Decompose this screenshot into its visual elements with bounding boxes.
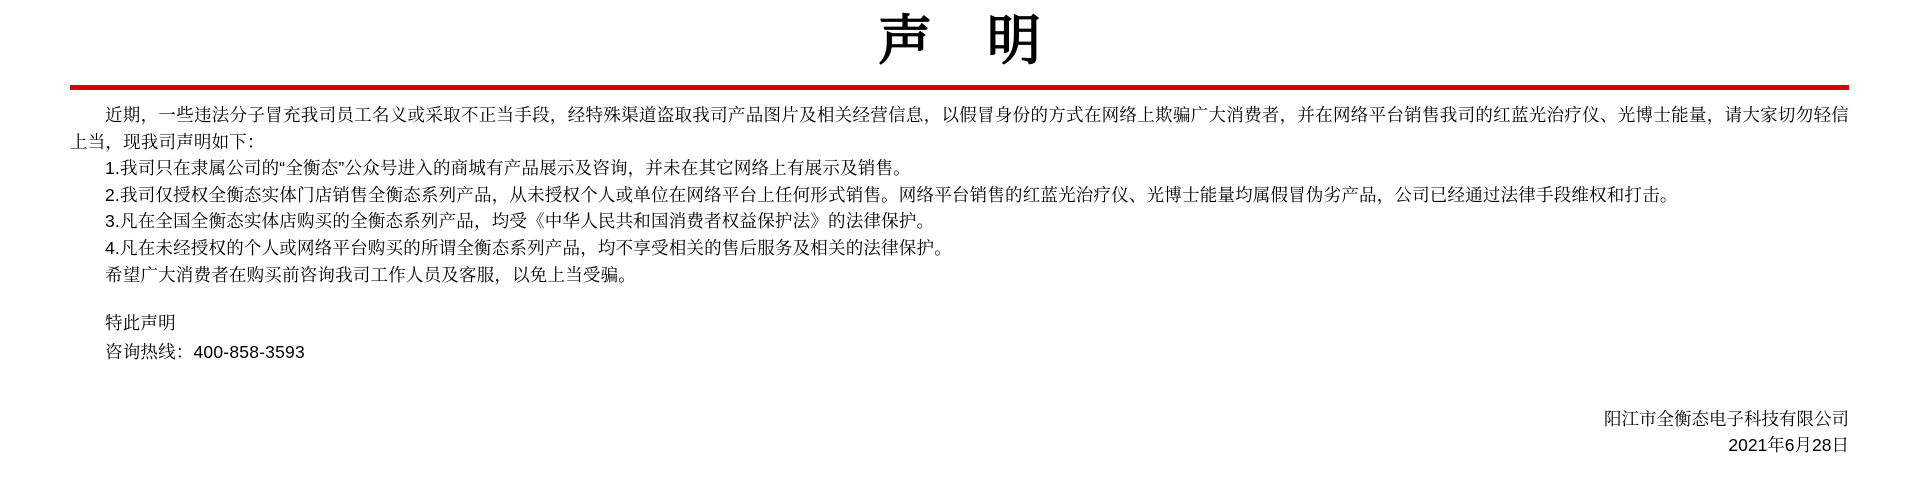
company-name: 阳江市全衡态电子科技有限公司 — [1604, 408, 1849, 429]
page-title: 声 明 — [878, 9, 1059, 72]
intro-paragraph: 近期，一些违法分子冒充我司员工名义或采取不正当手段，经特殊渠道盗取我司产品图片及相关经营信息，以假冒身份的方式在网络上欺骗广大消费者，并在网络平台销售我司的红蓝光治疗仪、光博士能量，请大家切勿轻信上当，现我司声明如下： — [70, 105, 1849, 152]
list-item: 2.我司仅授权全衡态实体门店销售全衡态系列产品，从未授权个人或单位在网络平台上任何形式销售。网络平台销售的红蓝光治疗仪、光博士能量均属假冒伪劣产品，公司已经通过法律手段维权和打击。 — [105, 184, 1678, 205]
title-divider — [70, 85, 1849, 90]
hotline-text: 咨询热线：400-858-3593 — [105, 341, 305, 362]
closing-block — [70, 309, 1849, 366]
list-item: 1.我司只在隶属公司的“全衡态”公众号进入的商城有产品展示及咨询，并未在其它网络上有展示及销售。 — [105, 158, 911, 179]
signature-block — [1604, 406, 1849, 459]
declaration-label: 特此声明 — [105, 313, 176, 334]
document-body — [70, 102, 1849, 366]
document-date: 2021年6月28日 — [1728, 434, 1849, 455]
list-item: 3.凡在全国全衡态实体店购买的全衡态系列产品，均受《中华人民共和国消费者权益保护法》的法律保护。 — [105, 211, 935, 232]
list-item: 4.凡在未经授权的个人或网络平台购买的所谓全衡态系列产品，均不享受相关的售后服务及相关的法律保护。 — [105, 237, 952, 258]
closing-note: 希望广大消费者在购买前咨询我司工作人员及客服，以免上当受骗。 — [105, 264, 636, 285]
